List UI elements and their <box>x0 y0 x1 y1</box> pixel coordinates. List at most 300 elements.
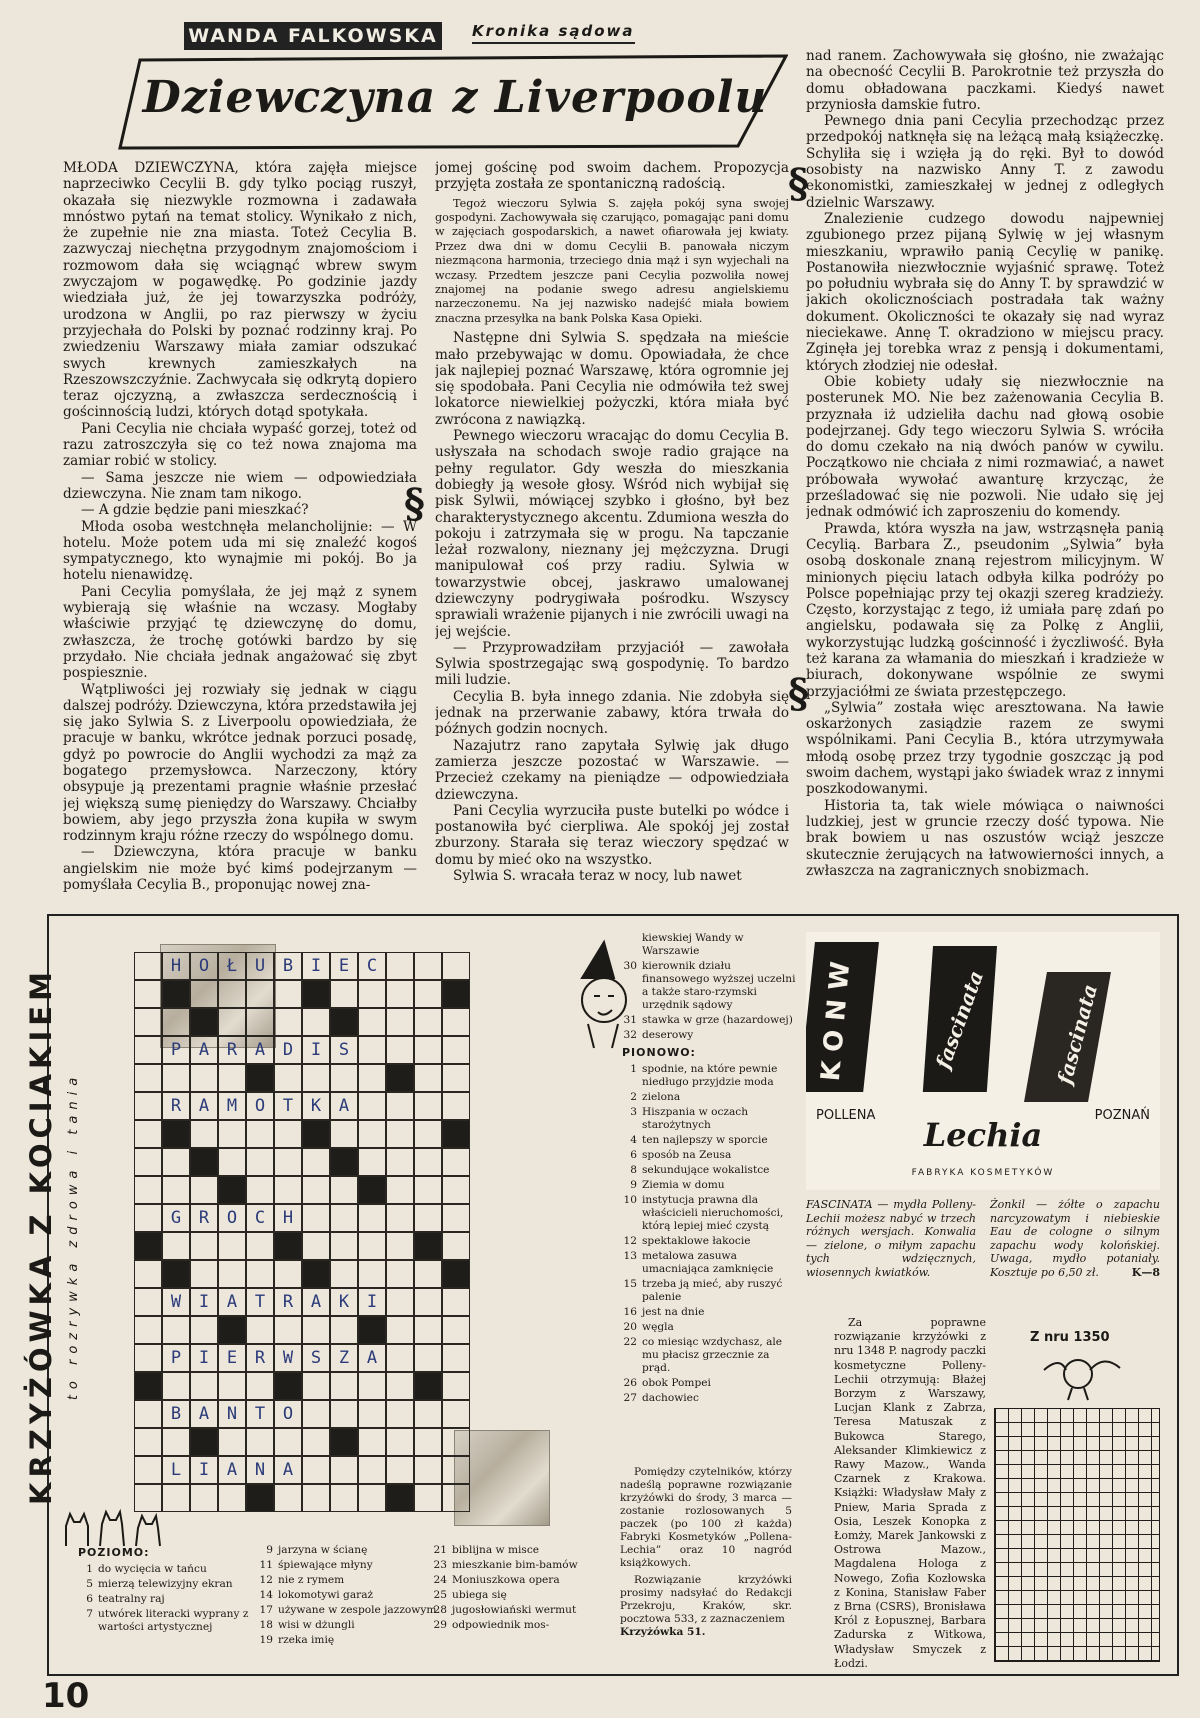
grid-cell[interactable] <box>330 1400 358 1428</box>
grid-cell[interactable]: O <box>274 1400 302 1428</box>
grid-cell[interactable]: P <box>162 1036 190 1064</box>
grid-cell[interactable]: W <box>162 1288 190 1316</box>
grid-cell[interactable] <box>134 1204 162 1232</box>
grid-cell[interactable]: H <box>162 952 190 980</box>
grid-cell[interactable] <box>274 1484 302 1512</box>
grid-cell[interactable] <box>218 1428 246 1456</box>
grid-cell[interactable] <box>414 1260 442 1288</box>
prev-puzzle-grid <box>994 1408 1160 1662</box>
grid-cell[interactable]: P <box>162 1344 190 1372</box>
grid-cell[interactable] <box>246 1372 274 1400</box>
grid-cell[interactable] <box>330 980 358 1008</box>
grid-cell[interactable] <box>302 1428 330 1456</box>
grid-cell[interactable] <box>330 1232 358 1260</box>
clue-item: 32 deserowy <box>623 1029 694 1041</box>
grid-cell[interactable]: I <box>302 1036 330 1064</box>
grid-cell[interactable] <box>274 1232 302 1260</box>
grid-cell[interactable] <box>386 1428 414 1456</box>
grid-cell[interactable]: R <box>246 1344 274 1372</box>
grid-cell[interactable] <box>246 1120 274 1148</box>
grid-cell[interactable] <box>162 1372 190 1400</box>
grid-cell[interactable] <box>190 1428 218 1456</box>
grid-cell[interactable] <box>414 1064 442 1092</box>
send-text: Rozwiązanie krzyżówki prosimy nadsyłać do Redakcji Przekroju, Kraków, skr. pocztowa 533, z zaznaczeniem <box>620 1574 792 1625</box>
grid-cell[interactable] <box>386 1176 414 1204</box>
grid-cell[interactable] <box>414 1120 442 1148</box>
grid-cell[interactable] <box>442 980 470 1008</box>
clue-item: 3 Hiszpania w oczach starożytnych <box>630 1106 749 1131</box>
grid-cell[interactable]: A <box>218 1456 246 1484</box>
grid-cell[interactable] <box>358 1260 386 1288</box>
grid-cell[interactable] <box>358 1176 386 1204</box>
grid-cell[interactable] <box>302 1316 330 1344</box>
clue-item: 17 używane w zespole jazzowym <box>259 1604 437 1616</box>
grid-cell[interactable] <box>330 1456 358 1484</box>
grid-cell[interactable] <box>386 952 414 980</box>
grid-cell[interactable] <box>134 1428 162 1456</box>
grid-cell[interactable] <box>442 1260 470 1288</box>
grid-cell[interactable] <box>274 1428 302 1456</box>
grid-cell[interactable] <box>442 1316 470 1344</box>
paragraph: — A gdzie będzie pani mieszkać? <box>81 502 309 519</box>
grid-cell[interactable] <box>330 1372 358 1400</box>
clue-item: 29 odpowiednik mos- <box>433 1619 550 1631</box>
grid-cell[interactable]: I <box>190 1456 218 1484</box>
grid-cell[interactable]: R <box>162 1092 190 1120</box>
grid-cell[interactable] <box>302 1008 330 1036</box>
paragraph: „Sylwia” została więc aresztowana. Na ławie oskarżonych zasiądzie razem ze swymi wspólnikami. Pani Cecylia B., która utrzymywała młodą osobę przez trzy tygodnie goszcząc ją pod swoim dachem, wystąpi jako świadek wraz z innymi poszkodowanymi. <box>806 699 1164 798</box>
grid-cell[interactable]: G <box>162 1204 190 1232</box>
clue-item: 30 kierownik działu finansowego wyższej uczelni a także staro-rzymski urzędnik sądowy <box>623 960 796 1011</box>
grid-cell[interactable] <box>386 1344 414 1372</box>
paragraph: Obie kobiety udały się niezwłocznie na posterunek MO. Nie bez zażenowania Cecylia B. przyznała iż udzieliła dachu nad głową osobie podejrzanej. Gdy tego wieczoru Sylwia S. wróciła do domu czekało na nią dwóch panów w cywilu. Początkowo nie chciała z nimi rozmawiać, a nawet próbowała wywołać awanturę krzycząc, że prześladować się nie pozwoli. Nie udało się jej jednak odmówić ich zaproszeniu do komendy. <box>806 373 1164 521</box>
grid-cell[interactable]: C <box>246 1204 274 1232</box>
grid-cell[interactable] <box>386 1120 414 1148</box>
grid-cell[interactable] <box>330 1148 358 1176</box>
grid-cell[interactable]: H <box>274 1204 302 1232</box>
grid-cell[interactable] <box>274 1260 302 1288</box>
grid-cell[interactable] <box>134 980 162 1008</box>
grid-cell[interactable] <box>442 952 470 980</box>
grid-cell[interactable] <box>386 1092 414 1120</box>
grid-cell[interactable] <box>302 980 330 1008</box>
grid-cell[interactable] <box>414 1400 442 1428</box>
grid-cell[interactable]: I <box>190 1288 218 1316</box>
grid-cell[interactable] <box>302 1232 330 1260</box>
grid-cell[interactable] <box>190 1064 218 1092</box>
grid-cell[interactable] <box>330 1428 358 1456</box>
grid-cell[interactable] <box>414 1232 442 1260</box>
grid-cell[interactable]: U <box>246 952 274 980</box>
grid-cell[interactable] <box>330 1260 358 1288</box>
grid-cell[interactable]: L <box>162 1456 190 1484</box>
grid-cell[interactable] <box>358 1372 386 1400</box>
grid-cell[interactable] <box>134 1484 162 1512</box>
grid-cell[interactable] <box>386 1064 414 1092</box>
grid-cell[interactable] <box>246 1316 274 1344</box>
grid-cell[interactable] <box>218 1120 246 1148</box>
crossword-grid[interactable] <box>134 952 464 1500</box>
grid-cell[interactable] <box>162 1064 190 1092</box>
grid-cell[interactable] <box>414 1008 442 1036</box>
grid-cell[interactable] <box>274 1176 302 1204</box>
grid-cell[interactable] <box>190 1484 218 1512</box>
grid-cell[interactable]: A <box>358 1344 386 1372</box>
grid-cell[interactable] <box>190 980 218 1008</box>
grid-cell[interactable] <box>190 1176 218 1204</box>
grid-cell[interactable] <box>162 1484 190 1512</box>
grid-cell[interactable] <box>358 1428 386 1456</box>
grid-cell[interactable] <box>358 1232 386 1260</box>
grid-cell[interactable] <box>218 1064 246 1092</box>
grid-cell[interactable]: K <box>330 1288 358 1316</box>
contest-text: Pomiędzy czytelników, którzy nadeślą poprawne rozwiązanie krzyżówki do środy, 3 marca — zostanie rozlosowanych 5 paczek (po 100 zł każda) Fabryki Kosmetyków „Pollena-Lechia” oraz 10 nagród książkowych. <box>620 1466 792 1569</box>
grid-cell[interactable]: I <box>302 952 330 980</box>
grid-cell[interactable] <box>330 1316 358 1344</box>
grid-cell[interactable] <box>218 1316 246 1344</box>
grid-cell[interactable]: O <box>246 1092 274 1120</box>
paragraph: Wątpliwości jej rozwiały się jednak w ciągu dalszej podróży. Dziewczyna, która przedstawiła jej się jako Sylwia S. z Liverpoolu opowiedziała, że pracuje w banku, wkrótce jednak porzuci posadę, gdyż po powrocie do Anglii wychodzi za mąż za bogatego przemysłowca. Narzeczony, który obsypuje ją prezentami pragnie właśnie przesłać jej większą sumę pieniędzy do Warszawy. Chciałby bowiem, aby jego przyszła żona kupiła w swym rodzinnym kraju różne rzeczy do wspólnego domu. <box>63 681 417 845</box>
clue-item: 14 lokomotywi garaż <box>259 1589 374 1601</box>
paragraph: Nazajutrz rano zapytała Sylwię jak długo zamierza jeszcze pozostać w Warszawie. — Przecież czekamy na pieniądze — odpowiedziała dziewczyna. <box>435 737 789 803</box>
grid-cell[interactable]: A <box>190 1036 218 1064</box>
grid-cell[interactable] <box>274 1316 302 1344</box>
grid-cell[interactable] <box>442 1148 470 1176</box>
grid-cell[interactable] <box>414 1176 442 1204</box>
grid-cell[interactable] <box>330 1008 358 1036</box>
grid-cell[interactable]: R <box>274 1288 302 1316</box>
section-mark: § <box>788 160 809 207</box>
grid-cell[interactable] <box>274 1008 302 1036</box>
paragraph: Znalezienie cudzego dowodu najpewniej zgubionego przez pijaną Sylwię w jej własnym mieszkaniu, wprawiło panią Cecylię w panikę. Postanowiła niezwłocznie wyjaśnić sprawę. Toteż po południu wybrała się do Anny T. by sprawdzić w jakich okolicznościach postradała tak ważny dokument. Okoliczności te okazały się nad wyraz nieciekawe. Annę T. okradziono w miejscu pracy. Zginęła jej torebka wraz z pensją i dokumentami, których złodziej nie odesłał. <box>806 210 1164 374</box>
grid-cell[interactable] <box>386 1260 414 1288</box>
grid-cell[interactable] <box>358 1484 386 1512</box>
grid-cell[interactable] <box>218 1484 246 1512</box>
grid-cell[interactable]: D <box>274 1036 302 1064</box>
grid-cell[interactable] <box>442 1484 470 1512</box>
clue-item: 23 mieszkanie bim-bamów <box>433 1559 578 1571</box>
grid-cell[interactable] <box>386 1288 414 1316</box>
grid-cell[interactable] <box>330 1484 358 1512</box>
grid-cell[interactable] <box>190 1316 218 1344</box>
grid-cell[interactable]: S <box>330 1036 358 1064</box>
grid-cell[interactable] <box>358 1092 386 1120</box>
grid-cell[interactable]: I <box>358 1288 386 1316</box>
grid-cell[interactable]: I <box>190 1344 218 1372</box>
grid-cell[interactable] <box>358 980 386 1008</box>
grid-cell[interactable] <box>246 1260 274 1288</box>
grid-cell[interactable]: E <box>330 952 358 980</box>
grid-cell[interactable] <box>442 1008 470 1036</box>
grid-cell[interactable]: B <box>162 1400 190 1428</box>
clue-item: kiewskiej Wandy w Warszawie <box>642 932 744 957</box>
grid-cell[interactable] <box>134 1092 162 1120</box>
grid-cell[interactable] <box>358 1316 386 1344</box>
grid-cell[interactable]: A <box>330 1092 358 1120</box>
grid-cell[interactable] <box>442 1400 470 1428</box>
grid-cell[interactable] <box>274 1120 302 1148</box>
clue-item: 20 węgla <box>623 1321 674 1333</box>
grid-cell[interactable] <box>442 1288 470 1316</box>
grid-cell[interactable]: Z <box>330 1344 358 1372</box>
section-mark: § <box>404 480 425 527</box>
grid-cell[interactable] <box>358 1456 386 1484</box>
grid-cell[interactable] <box>134 1008 162 1036</box>
article-column-2 <box>435 160 789 900</box>
grid-cell[interactable] <box>330 1120 358 1148</box>
grid-cell[interactable] <box>302 1204 330 1232</box>
paragraph: Sylwia S. wracała teraz w nocy, lub nawet <box>453 868 742 885</box>
grid-cell[interactable] <box>386 1316 414 1344</box>
grid-cell[interactable] <box>330 1176 358 1204</box>
grid-cell[interactable] <box>190 1120 218 1148</box>
grid-cell[interactable]: K <box>302 1092 330 1120</box>
grid-cell[interactable] <box>246 1064 274 1092</box>
contest-info <box>620 1466 792 1639</box>
grid-cell[interactable] <box>414 1456 442 1484</box>
prev-puzzle-title: Z nru 1350 <box>1030 1330 1110 1345</box>
grid-cell[interactable] <box>386 1484 414 1512</box>
grid-cell[interactable] <box>246 1428 274 1456</box>
winners-list: Za poprawne rozwiązanie krzyżówki z nru 1348 P. nagrody paczki kosmetyczne Polleny-Lechii otrzymują: Błażej Borzym z Warszawy, Lucjan Klank z Zabrza, Teresa Matuszak z Bukowca Starego, Aleksander Klimkiewicz z Rawy Mazow., Wanda Czarnek z Krakowa. Książki: Władysław Mały z Pniew, Maria Sprada z Osia, Leszek Konopka z Łomży, Marek Jankowski z Ostrowa Mazow., Magdalena Hologa z Nowego, Zofia Kozłowska z Konina, Stanisław Faber z Brna (CSRS), Bronisława Król z Łopusznej, Barbara Zadurska z Witkowa, Władysław Smyczek z Łodzi. <box>834 1316 986 1670</box>
grid-cell[interactable] <box>134 952 162 980</box>
grid-cell[interactable] <box>414 1428 442 1456</box>
grid-cell[interactable] <box>414 1036 442 1064</box>
grid-cell[interactable] <box>386 980 414 1008</box>
grid-cell[interactable] <box>218 980 246 1008</box>
grid-cell[interactable] <box>134 1344 162 1372</box>
grid-cell[interactable]: A <box>246 1036 274 1064</box>
grid-cell[interactable] <box>134 1372 162 1400</box>
paragraph: — Sama jeszcze nie wiem — odpowiedziała dziewczyna. Nie znam tam nikogo. <box>63 469 417 502</box>
grid-cell[interactable] <box>302 1064 330 1092</box>
crossword-title-text: KRZYŻÓWKA Z KOCIAKIEM <box>24 967 58 1505</box>
grid-cell[interactable] <box>134 1036 162 1064</box>
grid-cell[interactable] <box>442 1372 470 1400</box>
grid-cell[interactable] <box>134 1120 162 1148</box>
grid-cell[interactable] <box>442 1176 470 1204</box>
grid-cell[interactable]: W <box>274 1344 302 1372</box>
grid-cell[interactable] <box>246 1484 274 1512</box>
grid-cell[interactable] <box>414 1148 442 1176</box>
grid-cell[interactable] <box>386 1036 414 1064</box>
clue-item: 7 utwórek literacki wyprany z wartości artystycznej <box>86 1608 249 1633</box>
grid-cell[interactable] <box>358 1036 386 1064</box>
grid-cell[interactable] <box>246 1232 274 1260</box>
rubric-label: Kronika sądowa <box>472 22 635 44</box>
grid-cell[interactable]: R <box>218 1036 246 1064</box>
paragraph: nad ranem. Zachowywała się głośno, nie zważając na obecność Cecylii B. Parokrotnie też przyszła do domu obładowana paczkami. Kiedyś nawet przyniosła damskie futro. <box>806 48 1164 113</box>
grid-cell[interactable] <box>414 1288 442 1316</box>
clue-item: 13 metalowa zasuwa umacniająca zamknięcie <box>623 1250 774 1275</box>
grid-cell[interactable]: A <box>190 1400 218 1428</box>
page-number: 10 <box>42 1676 90 1716</box>
grid-cell[interactable] <box>162 1120 190 1148</box>
grid-cell[interactable] <box>190 1008 218 1036</box>
grid-cell[interactable] <box>162 1260 190 1288</box>
clues-across <box>78 1542 268 1636</box>
grid-cell[interactable] <box>246 1008 274 1036</box>
grid-cell[interactable] <box>246 1148 274 1176</box>
grid-cell[interactable] <box>302 1120 330 1148</box>
grid-cell[interactable]: M <box>218 1092 246 1120</box>
grid-cell[interactable] <box>442 1064 470 1092</box>
grid-cell[interactable] <box>302 1372 330 1400</box>
grid-cell[interactable] <box>442 1120 470 1148</box>
clue-item: 11 śpiewające młyny <box>259 1559 373 1571</box>
clue-item: 25 ubiega się <box>433 1589 507 1601</box>
grid-cell[interactable] <box>414 1372 442 1400</box>
grid-cell[interactable] <box>442 1428 470 1456</box>
grid-cell[interactable] <box>414 980 442 1008</box>
grid-cell[interactable]: A <box>190 1092 218 1120</box>
ad-caption-left: FASCINATA — mydła Polleny-Lechii możesz nabyć w trzech różnych wersjach. Konwalia — zielone, o miłym zapachu tych wdzięcznych, wiosennych kwiatków. <box>806 1198 976 1279</box>
grid-cell[interactable] <box>386 1148 414 1176</box>
grid-cell[interactable]: E <box>218 1344 246 1372</box>
clue-item: 28 jugosłowiański wermut <box>433 1604 577 1616</box>
grid-cell[interactable]: B <box>274 952 302 980</box>
grid-cell[interactable] <box>386 1232 414 1260</box>
grid-cell[interactable]: N <box>218 1400 246 1428</box>
clues-down-column <box>622 932 796 1407</box>
paragraph: Prawda, która wyszła na jaw, wstrząsnęła panią Cecylią. Barbara Z., pseudonim „Sylwia” była osobą doskonale znaną rejestrom milicyjnym. W minionych pięciu latach odbyła kilka podróży po Polsce popełniając przy tej okazji szereg kradzieży. Często, korzystając z tego, iż umiała parę zdań po angielsku, podawała się za Polkę z Anglii, wykorzystując ludzką gościnność i życzliwość. Była też karana za włamania do mieszkań i kradzieże w biurach, dokonywane wspólnie ze swymi przyjaciółmi ze świata przestępczego. <box>806 520 1164 700</box>
grid-cell[interactable] <box>134 1400 162 1428</box>
clue-item: 26 obok Pompei <box>623 1377 711 1389</box>
grid-cell[interactable] <box>162 1316 190 1344</box>
grid-cell[interactable] <box>134 1148 162 1176</box>
clue-item: 8 sekundujące wokalistce <box>630 1164 770 1176</box>
grid-cell[interactable] <box>302 1456 330 1484</box>
grid-cell[interactable] <box>358 1204 386 1232</box>
grid-cell[interactable] <box>442 1456 470 1484</box>
grid-cell[interactable] <box>134 1456 162 1484</box>
paragraph: Następne dni Sylwia S. spędzała na mieście mało przebywając w domu. Opowiadała, że chce jak najlepiej poznać Warszawę, która ogromnie jej się spodobała. Pani Cecylia nie odmówiła też swej lokatorce niewielkiej pożyczki, która miała być zwrócona z nawiązką. <box>435 330 789 428</box>
paragraph: Pewnego wieczoru wracając do domu Cecylia B. usłyszała na schodach swoje radio grające na pełny regulator. Gdy weszła do mieszkania dobiegły ją wesołe głosy. Wśród nich wybijał się pisk Sylwii, mówiącej szybko i głośno, był bez charakterystycznego akcentu. Zdumiona weszła do pokoju i zatrzymała się w progu. Na tapczanie leżał rozwalony, nieznany jej mężczyzna. Drugi manipulował coś przy radiu. Sylwia w towarzystwie obcej, jaskrawo umalowanej dziewczyny podrygiwała pośrodku. Wszyscy sprawiali wrażenie pijanych i nie zwrócili uwagi na jej wejście. <box>435 428 789 640</box>
grid-cell[interactable]: C <box>358 952 386 980</box>
cosmetics-ad <box>806 932 1160 1190</box>
paragraph: Cecylia B. była innego zdania. Nie zdobyła się jednak na przerwanie zabawy, która trwała do późnych godzin nocnych. <box>435 688 789 738</box>
grid-cell[interactable] <box>414 1316 442 1344</box>
logo-right: POZNAŃ <box>1094 1108 1150 1123</box>
grid-cell[interactable]: T <box>246 1288 274 1316</box>
paragraph: Pani Cecylia wyrzuciła puste butelki po wódce i postanowiła być cierpliwa. Ale spokój jej został zburzony. Starała się teraz wieczory spędzać w domu by mieć oko na wszystko. <box>435 802 789 868</box>
clue-item: 2 zielona <box>630 1091 681 1103</box>
grid-cell[interactable] <box>302 1400 330 1428</box>
grid-cell[interactable] <box>330 1064 358 1092</box>
grid-cell[interactable] <box>134 1176 162 1204</box>
clue-item: 1 spodnie, na które pewnie niedługo przyjdzie moda <box>630 1063 778 1088</box>
grid-cell[interactable]: S <box>302 1344 330 1372</box>
grid-cell[interactable]: O <box>190 952 218 980</box>
article-title: Dziewczyna z Liverpoolu <box>142 72 768 123</box>
grid-cell[interactable] <box>358 1120 386 1148</box>
grid-cell[interactable] <box>386 1008 414 1036</box>
grid-cell[interactable] <box>302 1148 330 1176</box>
clue-item: 1 do wycięcia w tańcu <box>86 1563 207 1575</box>
grid-cell[interactable] <box>442 1344 470 1372</box>
grid-cell[interactable] <box>218 1008 246 1036</box>
grid-cell[interactable] <box>358 1064 386 1092</box>
grid-cell[interactable] <box>302 1260 330 1288</box>
grid-cell[interactable] <box>162 1008 190 1036</box>
grid-cell[interactable] <box>442 1204 470 1232</box>
grid-cell[interactable] <box>386 1400 414 1428</box>
clue-item: 18 wisi w dżungli <box>259 1619 355 1631</box>
svg-text:fascinata: fascinata <box>1052 981 1103 1087</box>
grid-cell[interactable] <box>246 1176 274 1204</box>
grid-cell[interactable] <box>414 1484 442 1512</box>
grid-cell[interactable] <box>134 1232 162 1260</box>
grid-cell[interactable] <box>162 980 190 1008</box>
grid-cell[interactable] <box>302 1484 330 1512</box>
grid-cell[interactable]: N <box>246 1456 274 1484</box>
grid-cell[interactable] <box>218 1372 246 1400</box>
grid-cell[interactable] <box>414 1344 442 1372</box>
grid-cell[interactable] <box>162 1176 190 1204</box>
grid-cell[interactable] <box>134 1288 162 1316</box>
grid-cell[interactable] <box>330 1204 358 1232</box>
grid-cell[interactable] <box>218 1232 246 1260</box>
grid-cell[interactable]: A <box>302 1288 330 1316</box>
grid-cell[interactable] <box>134 1316 162 1344</box>
grid-cell[interactable] <box>162 1428 190 1456</box>
grid-cell[interactable] <box>414 1092 442 1120</box>
clue-item: 31 stawka w grze (hazardowej) <box>623 1014 793 1026</box>
grid-cell[interactable]: A <box>274 1456 302 1484</box>
grid-cell[interactable] <box>386 1372 414 1400</box>
clue-item: 9 jarzyna w ścianę <box>266 1544 368 1556</box>
grid-cell[interactable] <box>274 1148 302 1176</box>
grid-cell[interactable] <box>358 1400 386 1428</box>
grid-cell[interactable] <box>162 1232 190 1260</box>
ad-caption-right-text: Żonkil — żółte o zapachu narcyzowatym i niebieskie Eau de cologne o silnym zapachu wody kolońskiej. Uwaga, mydło potaniały. Kosztuje po 6,50 zł. <box>990 1198 1160 1279</box>
grid-cell[interactable] <box>386 1456 414 1484</box>
grid-cell[interactable]: O <box>218 1204 246 1232</box>
grid-cell[interactable] <box>246 980 274 1008</box>
grid-cell[interactable] <box>302 1176 330 1204</box>
grid-cell[interactable] <box>358 1148 386 1176</box>
grid-cell[interactable] <box>358 1008 386 1036</box>
grid-cell[interactable] <box>218 1148 246 1176</box>
grid-cell[interactable] <box>274 1064 302 1092</box>
clues-across-2 <box>258 1544 438 1649</box>
grid-cell[interactable] <box>386 1204 414 1232</box>
grid-cell[interactable] <box>274 980 302 1008</box>
grid-cell[interactable] <box>190 1260 218 1288</box>
clue-item: 5 mierzą telewizyjny ekran <box>86 1578 233 1590</box>
grid-cell[interactable] <box>274 1372 302 1400</box>
grid-cell[interactable]: Ł <box>218 952 246 980</box>
grid-cell[interactable] <box>414 952 442 980</box>
grid-cell[interactable] <box>442 1092 470 1120</box>
grid-cell[interactable]: A <box>218 1288 246 1316</box>
grid-cell[interactable] <box>442 1232 470 1260</box>
grid-cell[interactable] <box>190 1232 218 1260</box>
grid-cell[interactable] <box>218 1176 246 1204</box>
grid-cell[interactable] <box>162 1148 190 1176</box>
grid-cell[interactable] <box>442 1036 470 1064</box>
grid-cell[interactable] <box>190 1148 218 1176</box>
grid-cell[interactable] <box>218 1260 246 1288</box>
grid-cell[interactable]: T <box>274 1092 302 1120</box>
grid-cell[interactable] <box>134 1260 162 1288</box>
grid-cell[interactable] <box>134 1064 162 1092</box>
grid-cell[interactable] <box>414 1204 442 1232</box>
grid-cell[interactable] <box>190 1372 218 1400</box>
article-column-1 <box>63 160 417 900</box>
grid-cell[interactable]: R <box>190 1204 218 1232</box>
grid-cell[interactable]: T <box>246 1400 274 1428</box>
